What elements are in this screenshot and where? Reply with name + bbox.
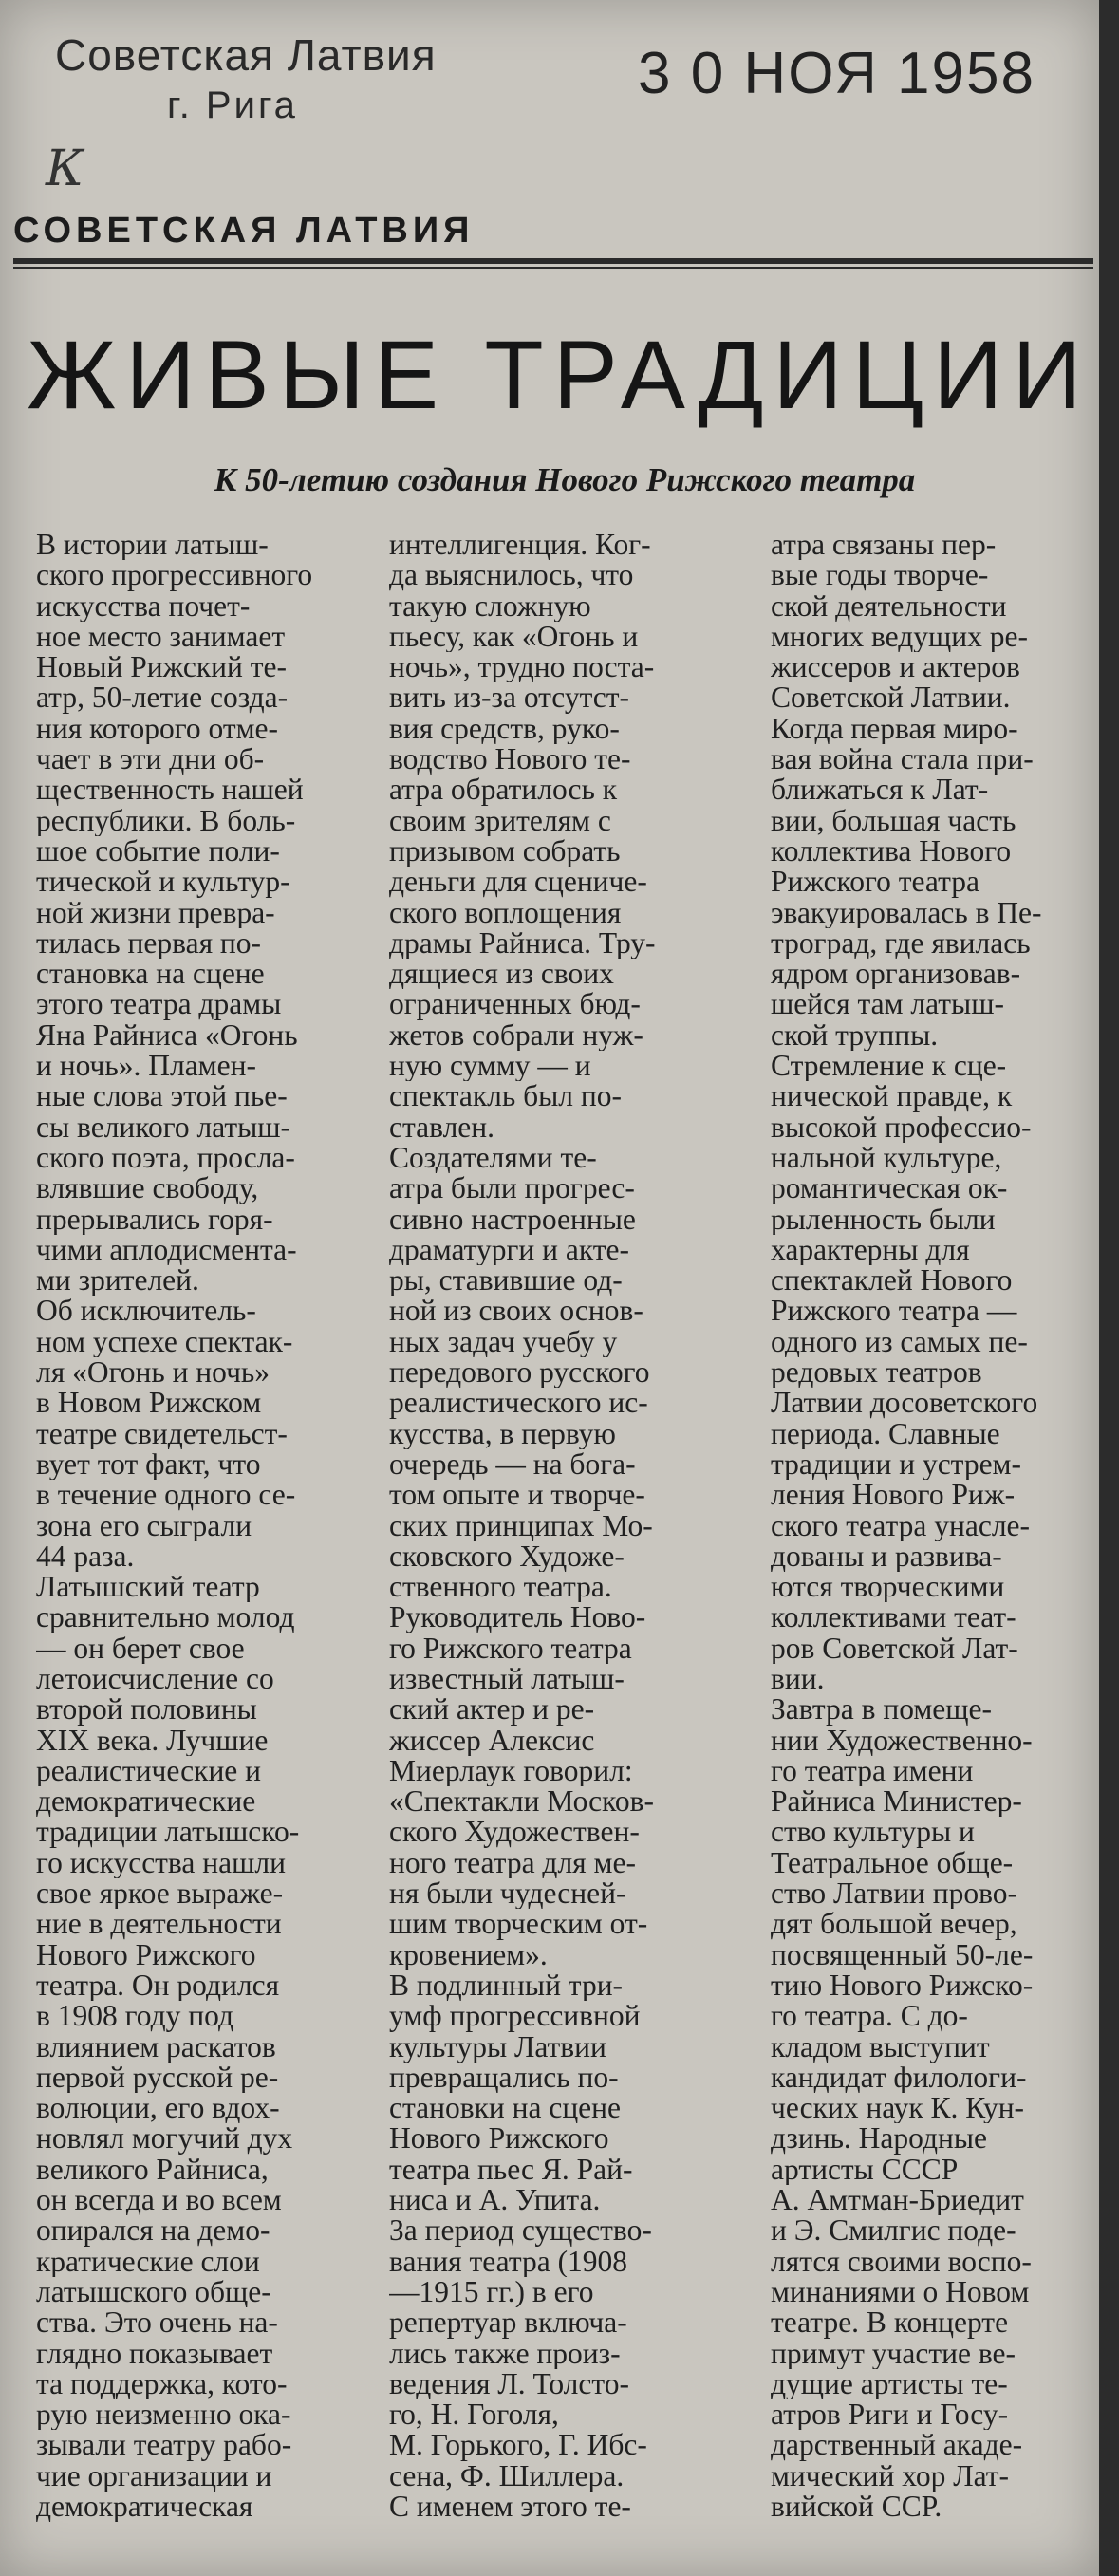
text-line: вания театра (1908 <box>389 2246 628 2277</box>
text-line: вийской ССР. <box>771 2492 942 2523</box>
text-line: вии. <box>771 1663 825 1695</box>
text-line: ном успехе спектак- <box>36 1326 293 1358</box>
text-line: такую сложную <box>389 590 591 622</box>
text-line: очередь — на бога- <box>389 1448 636 1481</box>
text-line: чими аплодисмента- <box>36 1234 297 1266</box>
text-line: ставлен. <box>389 1111 495 1143</box>
masthead-rule-thin <box>13 267 1093 269</box>
text-line: ные слова этой пье- <box>36 1081 288 1112</box>
text-line: кровением». <box>389 1939 548 1970</box>
text-line: ских принципах Мо- <box>389 1510 653 1541</box>
text-line: становки на сцене <box>389 2093 622 2124</box>
text-line: шим творческим от- <box>389 1909 648 1940</box>
text-line: 44 раза. <box>36 1540 135 1573</box>
text-line: атра связаны пер- <box>771 530 997 561</box>
text-line: Райниса Министер- <box>771 1786 1022 1818</box>
text-line: ются творческими <box>771 1572 1005 1603</box>
text-line: призывом собрать <box>389 835 621 868</box>
text-line: дущие артисты те- <box>771 2368 1008 2400</box>
text-line: Создателями те- <box>389 1142 597 1174</box>
text-line: М. Горького, Г. Ибс- <box>389 2430 647 2461</box>
text-line: дованы и развива- <box>771 1540 1002 1573</box>
text-line: За период существо- <box>389 2215 652 2247</box>
text-line: атров Риги и Госу- <box>771 2399 1009 2431</box>
text-line: интеллигенция. Ког- <box>389 530 651 561</box>
text-line: го, Н. Гоголя, <box>389 2399 559 2431</box>
text-line: волюции, его вдох- <box>36 2093 280 2124</box>
text-line: водство Нового те- <box>389 744 631 775</box>
text-line: ления Нового Риж- <box>771 1480 1016 1511</box>
text-line: тию Нового Рижско- <box>771 1969 1034 2002</box>
text-line: Нового Рижского <box>36 1939 256 1970</box>
text-line: Советской Латвии. <box>771 682 1011 714</box>
text-line: Латвии досоветского <box>771 1388 1038 1419</box>
text-line: периода. Славные <box>771 1418 1000 1449</box>
text-line: ство культуры и <box>771 1817 975 1848</box>
text-line: Завтра в помеще- <box>771 1694 993 1726</box>
text-line: ние в деятельности <box>36 1909 282 1940</box>
text-line: своим зрителям с <box>389 805 611 836</box>
text-line: лятся своими воспо- <box>771 2246 1032 2277</box>
text-line: го театра имени <box>771 1755 974 1787</box>
text-line: ной жизни превра- <box>36 897 275 928</box>
text-line: го искусства нашли <box>36 1847 286 1879</box>
text-line: театре. В концерте <box>771 2307 1009 2339</box>
text-line: спектаклей Нового <box>771 1265 1013 1297</box>
newspaper-name: СОВЕТСКАЯ ЛАТВИЯ <box>13 211 475 251</box>
text-line: ского поэта, просла- <box>36 1142 295 1174</box>
text-line: кладом выступит <box>771 2031 990 2063</box>
text-line: Об исключитель- <box>36 1296 256 1327</box>
text-line: характерны для <box>771 1234 970 1266</box>
text-line: Новый Рижский те- <box>36 652 287 683</box>
text-line: редовых театров <box>771 1357 982 1389</box>
text-line: ство Латвии прово- <box>771 1878 1018 1910</box>
text-line: атр, 50-летие созда- <box>36 682 289 714</box>
text-line: сковского Художе- <box>389 1540 625 1573</box>
text-line: дящиеся из своих <box>389 959 614 990</box>
text-line: спектакль был по- <box>389 1081 622 1112</box>
text-line: рыленность были <box>771 1204 996 1235</box>
text-line: сена, Ф. Шиллера. <box>389 2460 625 2492</box>
text-line: одного из самых пе- <box>771 1326 1028 1358</box>
text-line: умф прогрессивной <box>389 2001 641 2032</box>
text-line: традиции латышско- <box>36 1817 300 1848</box>
text-line: ниса и А. Упита. <box>389 2185 601 2216</box>
text-line: го театра. С до- <box>771 2001 968 2032</box>
text-line: В истории латыш- <box>36 530 269 561</box>
text-line: сы великого латыш- <box>36 1111 291 1143</box>
text-line: театра пьес Я. Рай- <box>389 2154 633 2186</box>
text-line: и ночь». Пламен- <box>36 1051 256 1082</box>
text-line: троград, где явилась <box>771 927 1031 960</box>
text-line: минаниями о Новом <box>771 2276 1030 2308</box>
text-line: —1915 гг.) в его <box>389 2276 594 2308</box>
text-line: романтическая ок- <box>771 1173 1008 1204</box>
text-line: реалистического ис- <box>389 1388 648 1419</box>
text-line: ры, ставившие од- <box>389 1265 623 1297</box>
text-line: вая война стала при- <box>771 744 1034 775</box>
text-line: тилась первая по- <box>36 927 262 960</box>
text-line: кусства, в первую <box>389 1418 616 1449</box>
text-line: ведения Л. Толсто- <box>389 2368 629 2400</box>
handwritten-initial: К <box>46 140 84 197</box>
text-line: ных задач учебу у <box>389 1326 618 1358</box>
text-line: XIX века. Лучшие <box>36 1725 269 1756</box>
text-line: ского Художествен- <box>389 1817 640 1848</box>
text-line: Рижского театра <box>771 867 979 898</box>
text-line: великого Райниса, <box>36 2154 269 2186</box>
text-line: ства. Это очень на- <box>36 2307 278 2339</box>
text-line: ственного театра. <box>389 1572 612 1603</box>
text-line: Стремление к сце- <box>771 1051 1007 1082</box>
text-line: свое яркое выраже- <box>36 1878 284 1910</box>
text-line: жиссеров и актеров <box>771 652 1020 683</box>
text-line: Яна Райниса «Огонь <box>36 1019 298 1052</box>
text-line: нической правде, к <box>771 1081 1013 1112</box>
text-line: известный латыш- <box>389 1663 625 1695</box>
text-line: дят большой вечер, <box>771 1909 1017 1940</box>
text-line: тической и культур- <box>36 867 290 898</box>
text-line: влявшие свободу, <box>36 1173 259 1204</box>
text-line: в течение одного се- <box>36 1480 296 1511</box>
text-line: нальной культуре, <box>771 1142 1002 1174</box>
text-line: зона его сыграли <box>36 1510 252 1541</box>
text-line: А. Амтман-Бриедит <box>771 2185 1024 2216</box>
text-line: жиссер Алексис <box>389 1725 595 1756</box>
article-headline: ЖИВЫЕ ТРАДИЦИИ <box>27 321 1091 429</box>
text-line: посвященный 50-ле- <box>771 1939 1034 1970</box>
text-line: В подлинный три- <box>389 1969 624 2002</box>
text-line: второй половины <box>36 1694 257 1726</box>
text-line: эвакуировалась в Пе- <box>771 897 1042 928</box>
text-line: и Э. Смилгис поде- <box>771 2215 1016 2247</box>
text-line: зывали театру рабо- <box>36 2430 292 2461</box>
text-line: ров Советской Лат- <box>771 1633 1018 1664</box>
text-line: в Новом Рижском <box>36 1388 262 1419</box>
text-line: рую неизменно ока- <box>36 2399 291 2431</box>
text-line: том опыте и творче- <box>389 1480 645 1511</box>
text-line: сивно настроенные <box>389 1204 636 1235</box>
text-line: шое событие поли- <box>36 835 280 868</box>
stamp-publication: Советская Латвия <box>55 30 437 80</box>
scan-edge <box>1099 0 1119 2576</box>
text-line: латышского обще- <box>36 2276 271 2308</box>
text-line: вия средств, руко- <box>389 713 620 745</box>
library-stamp <box>55 28 473 129</box>
text-line: репертуар включа- <box>389 2307 627 2339</box>
text-line: ную сумму — и <box>389 1051 591 1082</box>
text-line: ограниченных бюд- <box>389 989 641 1020</box>
text-line: щественность нашей <box>36 775 304 806</box>
text-line: вить из-за отсутст- <box>389 682 630 714</box>
text-line: передового русского <box>389 1357 650 1389</box>
text-line: кратические слои <box>36 2246 260 2277</box>
text-line: Миерлаук говорил: <box>389 1755 633 1787</box>
text-line: ского театра унасле- <box>771 1510 1031 1541</box>
text-line: становка на сцене <box>36 959 265 990</box>
text-line: демократические <box>36 1786 256 1818</box>
text-line: Когда первая миро- <box>771 713 1018 745</box>
text-line: ядром организовав- <box>771 959 1021 990</box>
text-line: традиции и устрем- <box>771 1448 1021 1481</box>
text-line: шейся там латыш- <box>771 989 1004 1020</box>
text-line: высокой профессио- <box>771 1111 1032 1143</box>
text-line: лись также произ- <box>389 2338 621 2369</box>
text-line: ближаться к Лат- <box>771 775 989 806</box>
text-line: глядно показывает <box>36 2338 273 2369</box>
text-line: ня были чудесней- <box>389 1878 626 1910</box>
text-line: Нового Рижского <box>389 2123 609 2155</box>
text-line: примут участие ве- <box>771 2338 1016 2369</box>
text-line: Театральное обще- <box>771 1847 1014 1879</box>
text-line: атра обратилось к <box>389 775 618 806</box>
text-line: драмы Райниса. Тру- <box>389 927 656 960</box>
text-line: чие организации и <box>36 2460 272 2492</box>
text-line: дзинь. Народные <box>771 2123 988 2155</box>
text-line: ной из своих основ- <box>389 1296 643 1327</box>
text-line: ской труппы. <box>771 1019 939 1052</box>
text-line: ский актер и ре- <box>389 1694 595 1726</box>
text-line: этого театра драмы <box>36 989 282 1020</box>
text-line: коллективами теат- <box>771 1602 1016 1633</box>
text-line: — он берет свое <box>36 1633 245 1664</box>
text-line: Руководитель Ново- <box>389 1602 646 1633</box>
text-line: ского прогрессивного <box>36 560 313 591</box>
text-line: он всегда и во всем <box>36 2185 282 2216</box>
text-line: Рижского театра — <box>771 1296 1017 1327</box>
text-line: Латышский театр <box>36 1572 260 1603</box>
text-line: театра. Он родился <box>36 1969 280 2002</box>
text-line: да выяснилось, что <box>389 560 634 591</box>
text-line: го Рижского театра <box>389 1633 632 1664</box>
text-line: С именем этого те- <box>389 2492 631 2523</box>
text-line: пьесу, как «Огонь и <box>389 621 639 653</box>
text-line: коллектива Нового <box>771 835 1012 868</box>
text-line: артисты СССР <box>771 2154 959 2186</box>
text-line: драматурги и акте- <box>389 1234 629 1266</box>
text-line: республики. В боль- <box>36 805 296 836</box>
text-line: ского воплощения <box>389 897 622 928</box>
text-line: чает в эти дни об- <box>36 744 265 775</box>
text-line: ля «Огонь и ночь» <box>36 1357 270 1389</box>
text-line: дарственный акаде- <box>771 2430 1023 2461</box>
stamp-date: 3 0 НОЯ 1958 <box>638 41 1035 106</box>
text-line: ской деятельности <box>771 590 1007 622</box>
text-line: реалистические и <box>36 1755 262 1787</box>
text-line: ночь», трудно поста- <box>389 652 655 683</box>
article-column-1 <box>36 530 378 2522</box>
text-line: ния которого отме- <box>36 713 278 745</box>
text-line: «Спектакли Москов- <box>389 1786 654 1818</box>
text-line: театре свидетельст- <box>36 1418 288 1449</box>
text-line: превращались по- <box>389 2062 619 2094</box>
text-line: та поддержка, кото- <box>36 2368 288 2400</box>
article-column-3 <box>771 530 1093 2522</box>
masthead-rule <box>13 258 1093 264</box>
text-line: ного театра для ме- <box>389 1847 636 1879</box>
text-line: кандидат филологи- <box>771 2062 1027 2094</box>
text-line: многих ведущих ре- <box>771 621 1028 653</box>
text-line: влиянием раскатов <box>36 2031 276 2063</box>
text-line: опирался на демо- <box>36 2215 270 2247</box>
text-line: нии Художественно- <box>771 1725 1033 1756</box>
text-line: прерывались горя- <box>36 1204 273 1235</box>
text-line: в 1908 году под <box>36 2001 233 2032</box>
text-line: атра были прогрес- <box>389 1173 635 1204</box>
text-line: вии, большая часть <box>771 805 1016 836</box>
text-line: деньги для сцениче- <box>389 867 647 898</box>
text-line: ми зрителей. <box>36 1265 199 1297</box>
text-line: жетов собрали нуж- <box>389 1019 643 1052</box>
text-line: вует тот факт, что <box>36 1448 261 1481</box>
text-line: демократическая <box>36 2492 253 2523</box>
text-line: культуры Латвии <box>389 2031 606 2063</box>
text-line: новлял могучий дух <box>36 2123 293 2155</box>
text-line: ческих наук К. Кун- <box>771 2093 1025 2124</box>
text-line: ное место занимает <box>36 621 286 653</box>
text-line: первой русской ре- <box>36 2062 279 2094</box>
article-column-2 <box>389 530 748 2522</box>
text-line: сравнительно молод <box>36 1602 295 1633</box>
text-line: искусства почет- <box>36 590 251 622</box>
article-subheadline: К 50-летию создания Нового Рижского театра <box>214 461 916 498</box>
stamp-city: г. Рига <box>167 84 298 126</box>
text-line: мический хор Лат- <box>771 2460 1009 2492</box>
text-line: летоисчисление со <box>36 1663 274 1695</box>
text-line: вые годы творче- <box>771 560 989 591</box>
